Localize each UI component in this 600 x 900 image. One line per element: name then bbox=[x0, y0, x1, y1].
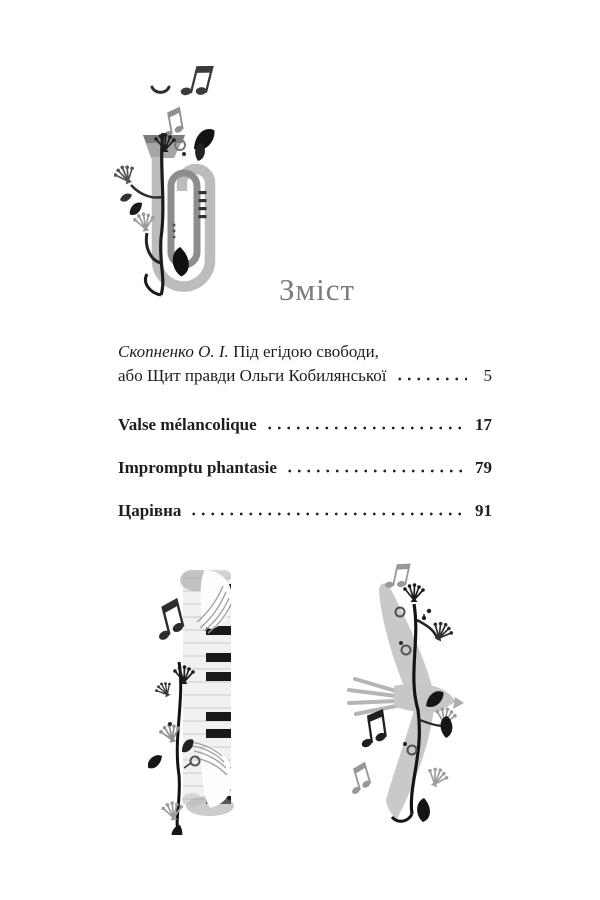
berry bbox=[168, 722, 172, 726]
flower-icon bbox=[403, 583, 425, 602]
tuba-illustration bbox=[114, 55, 244, 300]
berry bbox=[182, 152, 186, 156]
berry bbox=[422, 616, 426, 620]
toc-title-continued: або Щит правди Ольги Кобилянської bbox=[118, 366, 387, 385]
dot-leader bbox=[395, 377, 467, 381]
toc-title: Impromptu phantasie bbox=[118, 458, 277, 477]
berry bbox=[427, 609, 431, 613]
music-note-icon bbox=[179, 59, 214, 101]
flower-icon bbox=[424, 765, 451, 790]
berry bbox=[403, 742, 407, 746]
flower-icon bbox=[153, 679, 175, 701]
leaf-icon bbox=[414, 797, 433, 823]
piano-illustration bbox=[148, 570, 263, 835]
berry bbox=[399, 641, 403, 645]
leaf-icon bbox=[148, 753, 165, 770]
flower-branch bbox=[417, 620, 437, 638]
dot-leader bbox=[265, 426, 467, 430]
toc-entry bbox=[118, 340, 492, 388]
dot-leader bbox=[189, 512, 467, 516]
toc-title: Царівна bbox=[118, 501, 182, 520]
toc-entry bbox=[118, 457, 492, 479]
bird-tail-feathers bbox=[349, 679, 396, 714]
music-note-icon bbox=[150, 598, 187, 643]
bird-beak bbox=[453, 697, 464, 709]
dot-leader bbox=[285, 469, 467, 473]
bird-illustration bbox=[340, 558, 475, 828]
toc-entry bbox=[118, 500, 492, 522]
crescent-accent bbox=[152, 87, 169, 92]
toc-page-number: 79 bbox=[475, 458, 492, 477]
flower-icon bbox=[114, 161, 139, 187]
toc-page-number: 5 bbox=[483, 366, 492, 385]
toc-title: Під егідою свободи, bbox=[233, 342, 379, 361]
flower-icon bbox=[161, 800, 185, 822]
music-note-icon bbox=[344, 762, 373, 796]
toc-entry bbox=[118, 414, 492, 436]
toc-page-number: 91 bbox=[475, 501, 492, 520]
toc-title: Valse mélancolique bbox=[118, 415, 257, 434]
toc-page-number: 17 bbox=[475, 415, 492, 434]
page-title: Зміст bbox=[278, 272, 356, 307]
music-note-icon bbox=[383, 559, 410, 592]
dot-ornaments bbox=[173, 224, 176, 239]
table-of-contents bbox=[118, 340, 492, 543]
bird-body bbox=[394, 684, 455, 713]
leaf-icon bbox=[119, 193, 133, 203]
toc-author: Скопненко О. І. bbox=[118, 342, 229, 361]
